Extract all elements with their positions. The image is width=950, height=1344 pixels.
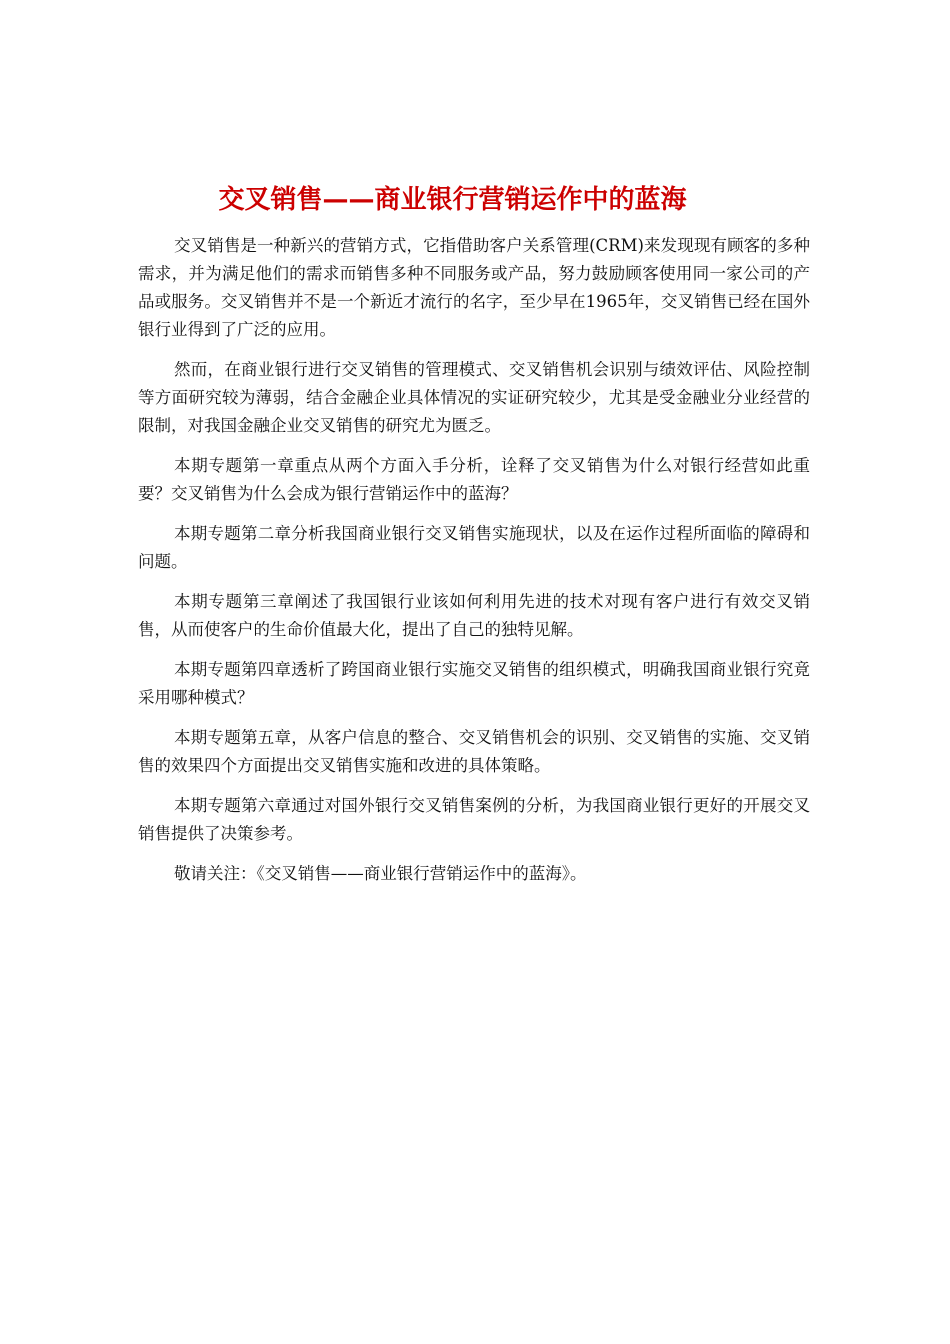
paragraph-chapter-3: 本期专题第三章阐述了我国银行业该如何利用先进的技术对现有客户进行有效交叉销售，从而使客户的生命价值最大化，提出了自己的独特见解。 <box>138 592 810 639</box>
paragraph-chapter-1: 本期专题第一章重点从两个方面入手分析，诠释了交叉销售为什么对银行经营如此重要？交叉销售为什么会成为银行营销运作中的蓝海？ <box>138 456 810 503</box>
document-body <box>138 232 810 900</box>
paragraph-chapter-2: 本期专题第二章分析我国商业银行交叉销售实施现状，以及在运作过程所面临的障碍和问题。 <box>138 524 810 571</box>
paragraph-intro: 交叉销售是一种新兴的营销方式，它指借助客户关系管理(CRM)来发现现有顾客的多种需求，并为满足他们的需求而销售多种不同服务或产品，努力鼓励顾客使用同一家公司的产品或服务。交叉销售并不是一个新近才流行的名字，至少早在1965年，交叉销售已经在国外银行业得到了广泛的应用。 <box>138 236 810 339</box>
paragraph-chapter-5: 本期专题第五章，从客户信息的整合、交叉销售机会的识别、交叉销售的实施、交叉销售的效果四个方面提出交叉销售实施和改进的具体策略。 <box>138 728 810 775</box>
document-title: 交叉销售——商业银行营销运作中的蓝海 <box>218 185 687 215</box>
paragraph-closing: 敬请关注：《交叉销售——商业银行营销运作中的蓝海》。 <box>174 864 587 883</box>
paragraph-chapter-6: 本期专题第六章通过对国外银行交叉销售案例的分析，为我国商业银行更好的开展交叉销售提供了决策参考。 <box>138 796 810 843</box>
paragraph-chapter-4: 本期专题第四章透析了跨国商业银行实施交叉销售的组织模式，明确我国商业银行究竟采用哪种模式？ <box>138 660 810 707</box>
paragraph-research-gap: 然而，在商业银行进行交叉销售的管理模式、交叉销售机会识别与绩效评估、风险控制等方面研究较为薄弱，结合金融企业具体情况的实证研究较少，尤其是受金融业分业经营的限制，对我国金融企业交叉销售的研究尤为匮乏。 <box>138 360 810 435</box>
